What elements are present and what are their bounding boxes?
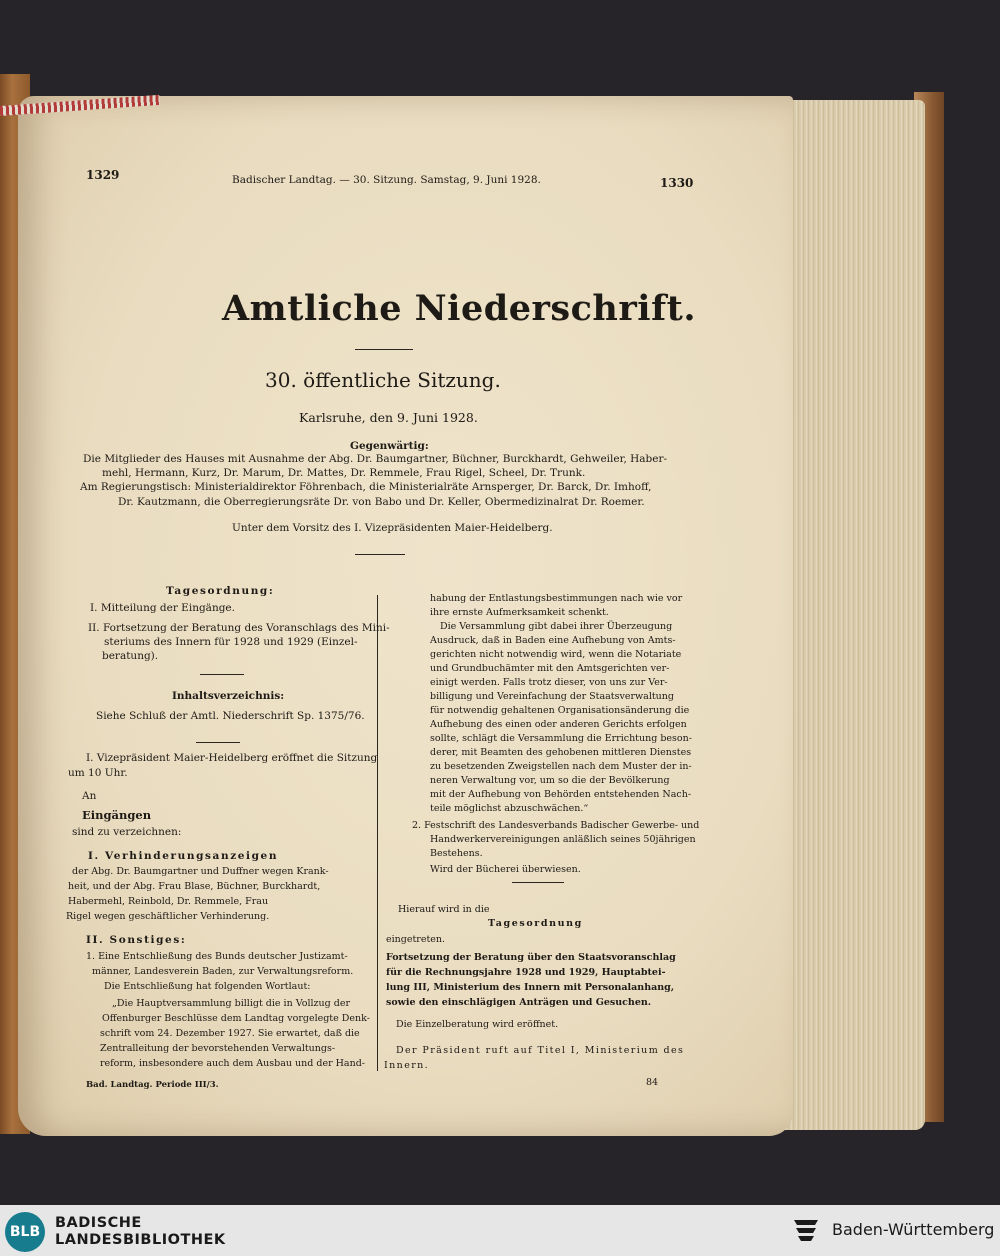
contents-heading: Inhaltsverzeichnis: [172, 690, 285, 702]
body-line: gerichten nicht notwendig wird, wenn die Notariate [430, 649, 682, 660]
body-line: ihre ernste Aufmerksamkeit schenkt. [430, 607, 609, 618]
blb-name-line[interactable]: BADISCHE [55, 1215, 142, 1231]
page-number-left: 1329 [86, 168, 120, 182]
body-line: Ausdruck, daß in Baden eine Aufhebung von Amts- [430, 635, 676, 646]
body-line: sollte, schlägt die Versammlung die Errichtung beson- [430, 733, 692, 744]
sonstiges-line: männer, Landesverein Baden, zur Verwaltungsreform. [92, 966, 354, 977]
section-rule [512, 882, 564, 883]
body-line: für notwendig gehaltenen Organisationsänderung die [430, 705, 690, 716]
bold-line: sowie den einschlägigen Anträgen und Gesuchen. [386, 997, 652, 1008]
verhinderung-line: Rigel wegen geschäftlicher Verhinderung. [66, 911, 270, 922]
body-line: einigt werden. Falls trotz dieser, von uns zur Ver- [430, 677, 668, 688]
agenda-item: I. Mitteilung der Eingänge. [90, 602, 235, 614]
sonstiges-heading: II. Sonstiges: [86, 934, 187, 946]
sheet-number: 84 [646, 1077, 659, 1088]
body-line: 2. Festschrift des Landesverbands Badischer Gewerbe- und [412, 820, 700, 831]
title-rule [355, 349, 413, 350]
document-title: Amtliche Niederschrift. [222, 288, 697, 329]
bold-line: für die Rechnungsjahre 1928 und 1929, Hauptabtei- [386, 967, 666, 978]
agenda-item: beratung). [102, 650, 159, 662]
opening-line: um 10 Uhr. [68, 767, 128, 779]
an-text: An [82, 790, 97, 802]
agenda-heading: Tagesordnung: [166, 585, 275, 597]
footer-bar [0, 1205, 1000, 1256]
column-rule [377, 595, 378, 1071]
footnote: Bad. Landtag. Periode III/3. [86, 1080, 219, 1090]
body-line: mit der Aufhebung von Behörden entstehenden Nach- [430, 789, 692, 800]
sonstiges-line: Zentralleitung der bevorstehenden Verwaltungs- [100, 1043, 336, 1054]
body-line: Wird der Bücherei überwiesen. [430, 864, 581, 875]
verhinderung-line: heit, und der Abg. Frau Blase, Büchner, Burckhardt, [68, 881, 321, 892]
hierauf-text: Hierauf wird in die [398, 904, 490, 915]
place-date: Karlsruhe, den 9. Juni 1928. [299, 410, 478, 425]
body-line: teile möglichst abzuschwächen.“ [430, 803, 589, 814]
body-line: billigung und Vereinfachung der Staatsverwaltung [430, 691, 674, 702]
body-line: und Grundbuchämter mit den Amtsgerichten ver- [430, 663, 670, 674]
sonstiges-line: Die Entschließung hat folgenden Wortlaut: [104, 981, 311, 992]
sonstiges-line: Offenburger Beschlüsse dem Landtag vorgelegte Denk- [102, 1013, 370, 1024]
verhinderung-line: der Abg. Dr. Baumgartner und Duffner wegen Krank- [72, 866, 329, 877]
sonstiges-line: 1. Eine Entschließung des Bunds deutscher Justizamt- [86, 951, 348, 962]
body-line: Aufhebung des einen oder anderen Gerichts erfolgen [430, 719, 687, 730]
sind-text: sind zu verzeichnen: [72, 826, 182, 838]
body-line: derer, mit Beamten des gehobenen mittleren Dienstes [430, 747, 692, 758]
attendance-line: Am Regierungstisch: Ministerialdirektor Föhrenbach, die Ministerialräte Arnsperger, Dr. Barck, Dr. Imhoff, [80, 481, 652, 493]
body-line: Handwerkervereinigungen anläßlich seines 50jährigen [430, 834, 696, 845]
praesident-line: Innern. [384, 1060, 430, 1071]
book-page [18, 96, 793, 1136]
attendance-line: Dr. Kautzmann, die Oberregierungsräte Dr. von Babo und Dr. Keller, Obermedizinalrat Dr. Roemer. [118, 496, 645, 508]
blb-name-line[interactable]: LANDESBIBLIOTHEK [55, 1232, 226, 1248]
eingaengen-heading: Eingängen [82, 808, 152, 822]
section-rule [355, 554, 405, 555]
page-number-right: 1330 [660, 176, 694, 190]
section-rule [196, 742, 240, 743]
session-title: 30. öffentliche Sitzung. [265, 368, 501, 392]
verhinderung-heading: I. Verhinderungsanzeigen [88, 850, 279, 862]
eingetreten-text: eingetreten. [386, 934, 446, 945]
sonstiges-line: schrift vom 24. Dezember 1927. Sie erwartet, daß die [100, 1028, 360, 1039]
section-rule [200, 674, 244, 675]
agenda-item: steriums des Innern für 1928 und 1929 (Einzel- [104, 636, 358, 648]
attendance-line: Die Mitglieder des Hauses mit Ausnahme der Abg. Dr. Baumgartner, Büchner, Burckhardt, Gehweiler, Haber- [83, 453, 668, 465]
attendance-heading: Gegenwärtig: [350, 440, 429, 452]
tagesordnung-heading: Tagesordnung [488, 918, 583, 929]
running-title: Badischer Landtag. — 30. Sitzung. Samstag, 9. Juni 1928. [232, 174, 541, 186]
body-line: habung der Entlastungsbestimmungen nach wie vor [430, 593, 683, 604]
praesident-line: Der Präsident ruft auf Titel I, Ministerium des [396, 1045, 685, 1056]
sonstiges-line: „Die Hauptversammlung billigt die in Vollzug der [112, 998, 350, 1009]
bw-lions-icon[interactable] [790, 1216, 822, 1246]
verhinderung-line: Habermehl, Reinbold, Dr. Remmele, Frau [68, 896, 269, 907]
agenda-item: II. Fortsetzung der Beratung des Voranschlags des Mini- [88, 622, 390, 634]
einzelberatung-text: Die Einzelberatung wird eröffnet. [396, 1019, 559, 1030]
sonstiges-line: reform, insbesondere auch dem Ausbau und der Hand- [100, 1058, 365, 1069]
bold-line: lung III, Ministerium des Innern mit Personalanhang, [386, 982, 675, 993]
bw-label[interactable]: Baden-Württemberg [832, 1220, 995, 1239]
attendance-line: mehl, Hermann, Kurz, Dr. Marum, Dr. Mattes, Dr. Remmele, Frau Rigel, Scheel, Dr. Trunk. [102, 467, 586, 479]
body-line: Die Versammlung gibt dabei ihrer Überzeugung [440, 621, 673, 632]
body-line: Bestehens. [430, 848, 483, 859]
attendance-line: Unter dem Vorsitz des I. Vizepräsidenten Maier-Heidelberg. [232, 522, 553, 534]
body-line: zu besetzenden Zweigstellen nach dem Muster der in- [430, 761, 692, 772]
page-edges [785, 100, 925, 1130]
bold-line: Fortsetzung der Beratung über den Staatsvoranschlag [386, 952, 676, 963]
body-line: neren Verwaltung vor, um so die der Bevölkerung [430, 775, 670, 786]
opening-line: I. Vizepräsident Maier-Heidelberg eröffnet die Sitzung [86, 752, 378, 764]
contents-text: Siehe Schluß der Amtl. Niederschrift Sp. 1375/76. [96, 710, 365, 722]
blb-logo-icon[interactable]: BLB [5, 1212, 45, 1252]
